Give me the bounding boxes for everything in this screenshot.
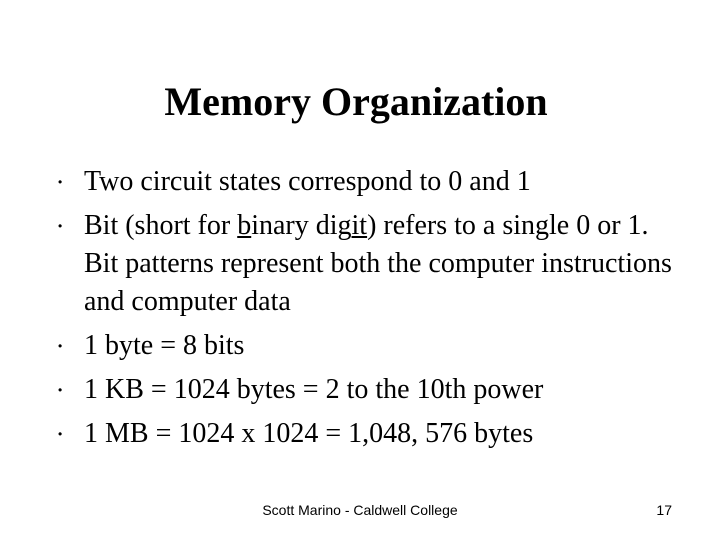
page-number: 17 [656,502,672,518]
bullet-item [58,163,684,201]
bullet-text: 1 KB = 1024 bytes = 2 to the 10th power [84,374,544,405]
slide-footer [0,500,720,520]
bullet-text [84,210,672,317]
bullet-icon: • [58,383,63,397]
footer-text: Scott Marino - Caldwell College [262,502,458,518]
bullet-item [58,415,684,453]
bullet-icon: • [58,219,63,233]
bullet-text-segment: inary dig [251,210,352,241]
bullet-text-segment: ) refers to a single 0 or 1. Bit patterns represent both the computer instructions and computer data [84,210,672,317]
underlined-text-segment: b [237,210,252,241]
bullet-item [58,327,684,365]
bullet-item [58,207,684,321]
bullet-icon: • [58,339,63,353]
underlined-text-segment: it [351,210,368,241]
slide-title: Memory Organization [164,79,548,124]
bullet-icon: • [58,427,63,441]
bullet-icon: • [58,175,63,189]
bullet-item [58,371,684,409]
bullet-list [58,163,684,459]
bullet-text-segment: Bit (short for [84,210,238,241]
bullet-text: Two circuit states correspond to 0 and 1 [84,166,531,197]
bullet-text: 1 byte = 8 bits [84,330,245,361]
bullet-text: 1 MB = 1024 x 1024 = 1,048, 576 bytes [84,418,534,449]
